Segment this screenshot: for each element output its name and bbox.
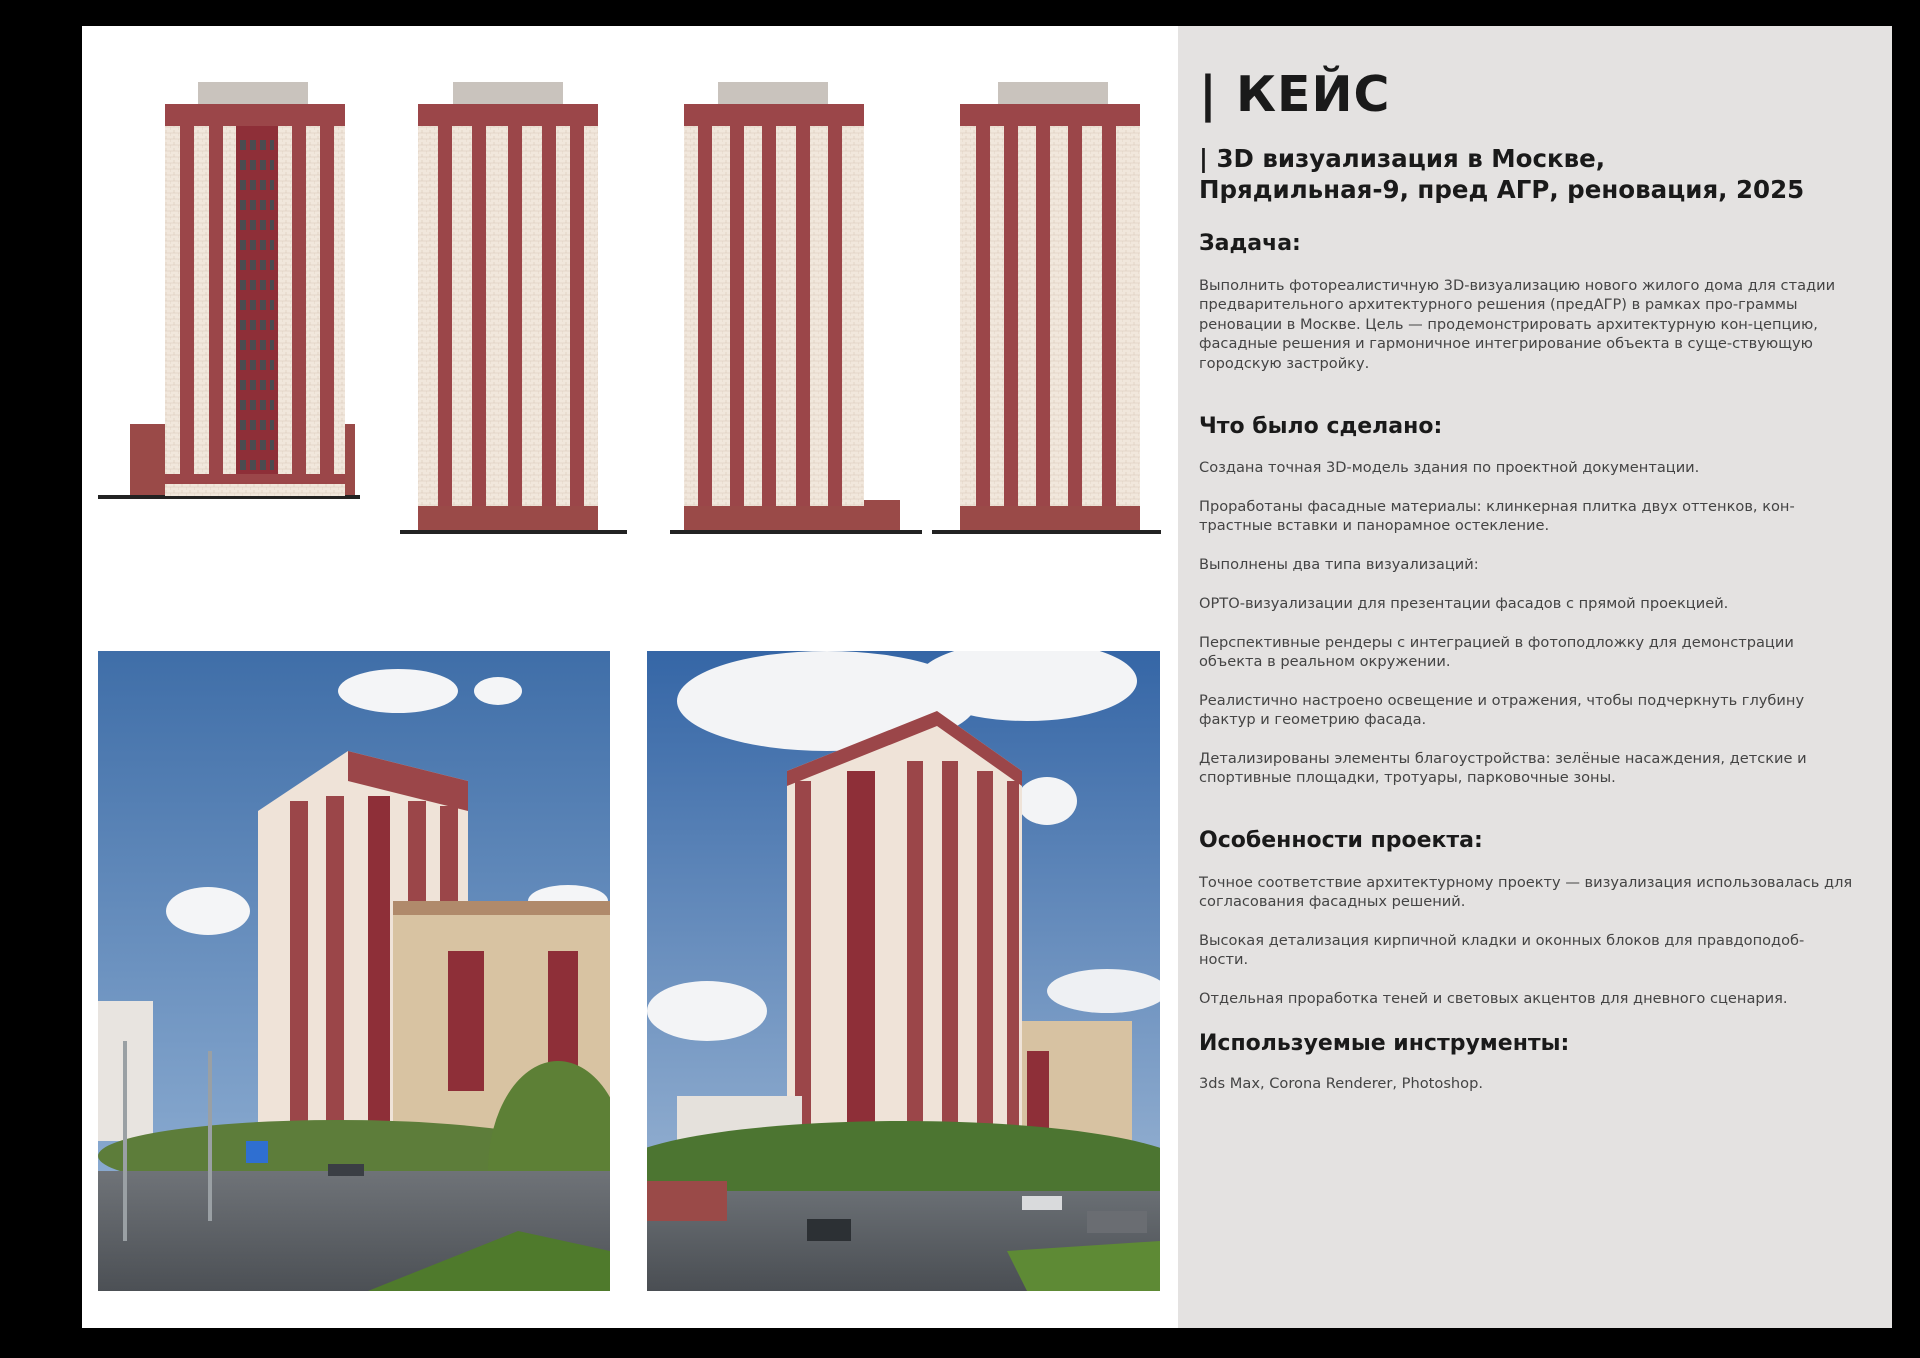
- perspective-render-2: [647, 651, 1160, 1291]
- done-item: Создана точная 3D-модель здания по проектной документации.: [1199, 459, 1700, 476]
- case-title: | КЕЙС: [1199, 66, 1391, 123]
- done-item: Реалистично настроено освещение и отражения, чтобы подчеркнуть глубину фактур и геометрию фасада.: [1199, 692, 1805, 729]
- features-heading: Особенности проекта:: [1199, 828, 1483, 853]
- facade-1: [98, 82, 360, 499]
- feature-item: Высокая детализация кирпичной кладки и оконных блоков для правдоподоб-ности.: [1199, 932, 1805, 969]
- tools-heading: Используемые инструменты:: [1199, 1031, 1570, 1056]
- task-text: Выполнить фотореалистичную 3D-визуализацию нового жилого дома для стадии предварительного архитектурного решения (предАГР) в рамках про-граммы реновации в Москве. Цель — продемонстрировать архитектурную кон-цепцию, фасадные решения и гармоничное интегрирование объекта в суще-ствующую городскую застройку.: [1199, 277, 1836, 372]
- perspective-render-1: [98, 651, 610, 1291]
- done-item: Перспективные рендеры с интеграцией в фотоподложку для демонстрации объекта в реальном окружении.: [1199, 634, 1794, 671]
- task-heading: Задача:: [1199, 231, 1301, 256]
- facade-4: [932, 82, 1161, 534]
- facade-3: [670, 82, 922, 534]
- facade-elevations: [98, 76, 1161, 536]
- facade-2: [400, 82, 627, 534]
- description-panel: [1178, 26, 1892, 1328]
- done-heading: Что было сделано:: [1199, 414, 1443, 439]
- done-item: Проработаны фасадные материалы: клинкерная плитка двух оттенков, кон-трастные вставки и панорамное остекление.: [1199, 498, 1795, 535]
- done-item: Детализированы элементы благоустройства: зелёные насаждения, детские и спортивные площадки, тротуары, парковочные зоны.: [1199, 750, 1807, 787]
- feature-item: Отдельная проработка теней и световых акцентов для дневного сценария.: [1199, 990, 1788, 1007]
- done-item: ОРТО-визуализации для презентации фасадов с прямой проекцией.: [1199, 595, 1729, 612]
- feature-item: Точное соответствие архитектурному проекту — визуализация использовалась для согласования фасадных решений.: [1199, 874, 1853, 911]
- case-subtitle: | 3D визуализация в Москве, Прядильная-9, пред АГР, реновация, 2025: [1199, 144, 1805, 204]
- done-item: Выполнены два типа визуализаций:: [1199, 556, 1479, 573]
- tools-text: 3ds Max, Corona Renderer, Photoshop.: [1199, 1075, 1484, 1092]
